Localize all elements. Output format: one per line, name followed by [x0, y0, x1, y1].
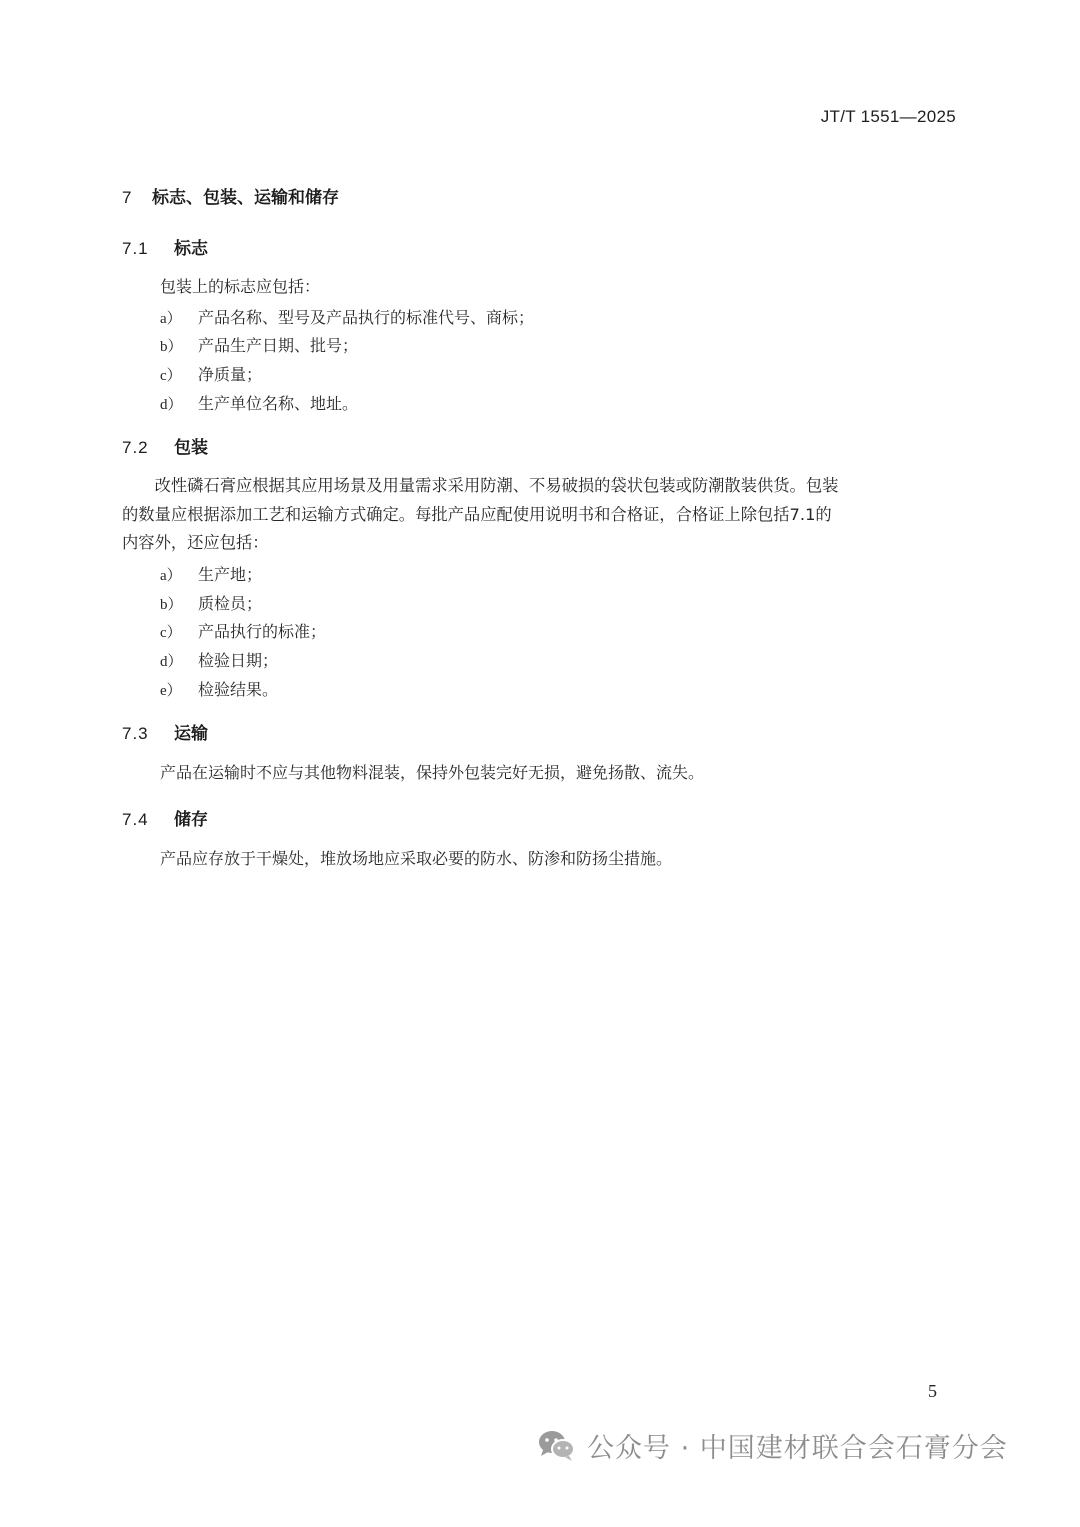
- wechat-icon: [537, 1428, 577, 1464]
- watermark-text: 公众号 · 中国建材联合会石膏分会: [587, 1433, 1008, 1464]
- list-text: 生产地；: [198, 565, 263, 584]
- body-line: 内容外，还应包括：: [122, 533, 269, 552]
- section-7-2-body: [122, 472, 958, 558]
- section-7-4-heading: [122, 805, 208, 830]
- list-marker: b）: [160, 339, 183, 355]
- section-number: 7.3: [122, 724, 149, 743]
- list-text: 产品生产日期、批号；: [198, 336, 359, 355]
- section-7-4-body: 产品应存放于干燥处，堆放场地应采取必要的防水、防渗和防扬尘措施。: [160, 849, 673, 868]
- list-marker: e）: [160, 683, 182, 699]
- section-7-1-heading: [122, 234, 208, 259]
- list-marker: d）: [160, 397, 183, 413]
- body-line: 改性磷石膏应根据其应用场景及用量需求采用防潮、不易破损的袋状包装或防潮散装供货。包装: [122, 476, 839, 495]
- section-number: 7.4: [122, 810, 149, 829]
- list-marker: c）: [160, 368, 182, 384]
- section-7-1-intro: 包装上的标志应包括：: [160, 277, 321, 296]
- list-item: [160, 333, 358, 356]
- standard-code: JT/T 1551—2025: [820, 107, 956, 126]
- section-7-3-body: 产品在运输时不应与其他物料混装，保持外包装完好无损，避免扬散、流失。: [160, 763, 705, 782]
- list-marker: a）: [160, 311, 182, 327]
- section-title: 运输: [174, 724, 208, 744]
- section-number: 7.1: [122, 239, 149, 258]
- section-7-heading: [122, 183, 339, 208]
- list-item: [160, 619, 326, 642]
- page-number: 5: [928, 1381, 937, 1401]
- section-title: 标志、包装、运输和储存: [152, 188, 339, 208]
- section-title: 储存: [174, 810, 208, 830]
- list-text: 产品执行的标准；: [198, 622, 327, 641]
- list-text: 质检员；: [198, 594, 263, 613]
- list-item: [160, 305, 534, 328]
- list-marker: a）: [160, 568, 182, 584]
- list-item: [160, 362, 262, 385]
- list-item: [160, 562, 262, 585]
- list-item: [160, 648, 278, 671]
- list-marker: c）: [160, 625, 182, 641]
- list-text: 检验日期；: [198, 651, 279, 670]
- section-7-3-heading: [122, 719, 208, 744]
- list-marker: b）: [160, 597, 183, 613]
- section-title: 标志: [174, 239, 208, 259]
- list-text: 净质量；: [198, 365, 263, 384]
- section-title: 包装: [174, 438, 208, 458]
- list-item: [160, 391, 358, 414]
- list-text: 检验结果。: [198, 680, 279, 699]
- watermark: [537, 1426, 1008, 1465]
- list-item: [160, 677, 278, 700]
- section-7-2-heading: [122, 433, 208, 458]
- list-text: 生产单位名称、地址。: [198, 394, 359, 413]
- list-item: [160, 591, 262, 614]
- section-number: 7.2: [122, 438, 149, 457]
- list-text: 产品名称、型号及产品执行的标准代号、商标；: [198, 308, 535, 327]
- list-marker: d）: [160, 654, 183, 670]
- section-number: 7: [122, 188, 133, 207]
- body-line: 的数量应根据添加工艺和运输方式确定。每批产品应配使用说明书和合格证，合格证上除包括7.1的: [122, 504, 832, 524]
